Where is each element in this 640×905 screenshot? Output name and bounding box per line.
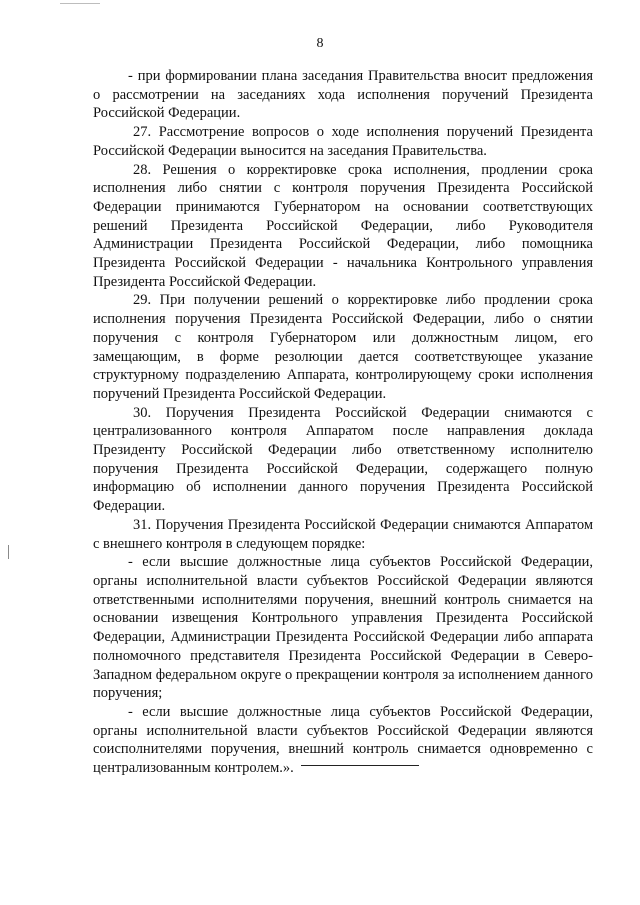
paragraph-item-28: 28. Решения о корректировке срока исполнения, продлении срока исполнения либо снятии с контроля поручения Президента Российской Федерации принимаются Губернатором на основании соответствующих решений Президента Российской Федерации, либо Руководителя Администрации Президента Российской Федерации, либо помощника Президента Российской Федерации - начальника Контрольного управления Президента Российской Федерации.	[93, 161, 593, 290]
paragraph-item-30: 30. Поручения Президента Российской Федерации снимаются с централизованного контроля Аппаратом после направления доклада Президенту Российской Федерации либо ответственному исполнителю поручения Президента Российской Федерации, содержащего полную информацию об исполнении данного поручения Президента Российской Федерации.	[93, 404, 593, 515]
paragraph-responsible-executors: - если высшие должностные лица субъектов Российской Федерации, органы исполнительной власти субъектов Российской Федерации являются ответственными исполнителями поручения, внешний контроль снимается на основании извещения Контрольного управления Президента Российской Федерации, Администрации Президента Российской Федерации либо аппарата полномочного представителя Президента Российской Федерации в Северо-Западном федеральном округе о прекращении контроля за исполнением данного поручения;	[93, 554, 593, 702]
document-body	[93, 67, 593, 778]
paragraph-item-29: 29. При получении решений о корректировке либо продлении срока исполнения поручения Президента Российской Федерации, либо о снятии поручения с контроля Губернатором или должностным лицом, его замещающим, в форме резолюции дается соответствующее указание структурному подразделению Аппарата, контролирующему сроки исполнения поручений Президента Российской Федерации.	[93, 292, 593, 402]
scan-margin-mark	[8, 545, 9, 559]
scan-edge-mark	[60, 3, 100, 4]
paragraph-co-executors: - если высшие должностные лица субъектов Российской Федерации, органы исполнительной власти субъектов Российской Федерации являются соисполнителями поручения, внешний контроль снимается одновременно с централизованным контролем.».	[93, 703, 593, 777]
paragraph-agenda-proposals: - при формировании плана заседания Правительства вносит предложения о рассмотрении на заседаниях хода исполнения поручений Президента Российской Федерации.	[93, 68, 593, 122]
closing-rule	[301, 765, 419, 766]
paragraph-item-31: 31. Поручения Президента Российской Федерации снимаются Аппаратом с внешнего контроля в следующем порядке:	[93, 516, 593, 552]
paragraph-item-27: 27. Рассмотрение вопросов о ходе исполнения поручений Президента Российской Федерации выносится на заседания Правительства.	[93, 124, 593, 159]
page-number: 8	[316, 36, 324, 51]
